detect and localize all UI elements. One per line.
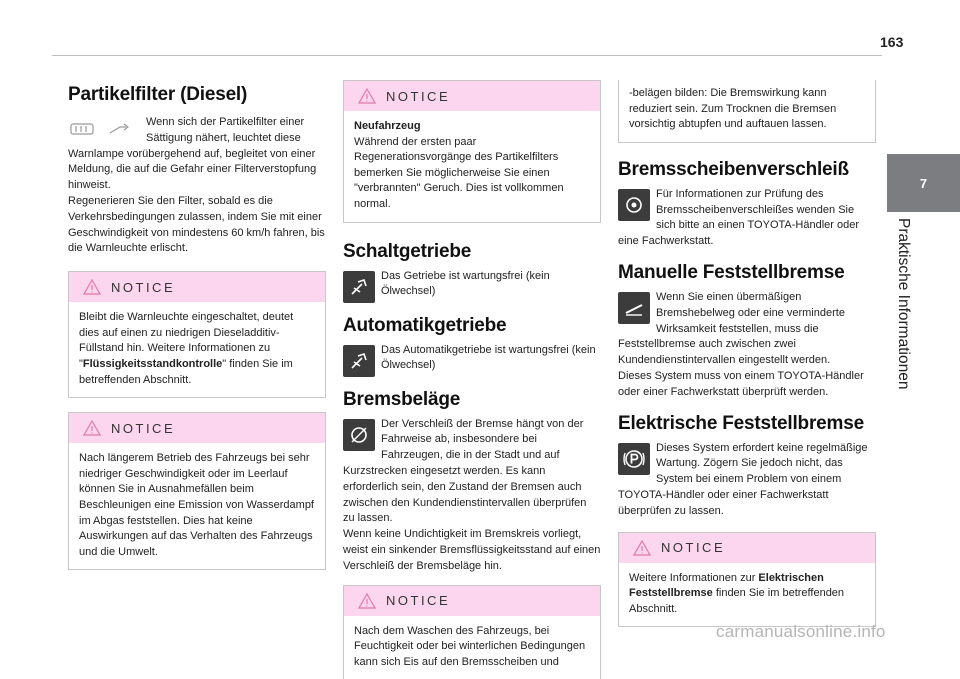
section-elektrische-feststellbremse xyxy=(618,413,876,520)
partikel-intro-line-1: Wenn sich der Partikelfilter einer xyxy=(146,116,305,128)
section-title-bremsscheiben: Bremsscheibenverschleiß xyxy=(618,158,849,180)
warning-triangle-icon xyxy=(83,279,101,295)
section-title-elektrische-feststellbremse: Elektrische Feststellbremse xyxy=(618,412,864,434)
scheiben-text: Für Informationen zur Prüfung des Bremsscheibenverschleißes wenden Sie sich bitte an einen TOYOTA-Händler oder eine Fachwerkstatt. xyxy=(618,187,859,248)
notice-label: NOTICE xyxy=(661,540,726,556)
manuell-text-2: Dieses System muss von einem TOYOTA-Händler oder einer Fachwerkstatt überprüft werden. xyxy=(618,369,864,398)
section-title-bremsbelaege: Bremsbeläge xyxy=(343,388,461,410)
column-3 xyxy=(618,80,876,627)
notice-header xyxy=(69,413,325,443)
chapter-tab[interactable]: 7 xyxy=(887,154,960,212)
warning-triangle-icon xyxy=(358,88,376,104)
notice-box-4 xyxy=(343,585,601,679)
notice-header xyxy=(69,272,325,302)
notice-3-heading: Neufahrzeug xyxy=(354,120,421,132)
notice-header xyxy=(344,81,600,111)
chapter-title-text: Praktische Informationen xyxy=(895,218,912,390)
notice-4-continued-text: -belägen bilden: Die Bremswirkung kann reduziert sein. Zum Trocknen die Bremsen vorsichtig abtupfen und auftauen lassen. xyxy=(629,87,837,131)
manuell-text: Wenn Sie einen übermäßigen Bremshebelweg oder eine verminderte Wirksamkeit feststellen, muss die Feststellbremse auch zwischen zwei Kundendienstintervallen eingestellt werden. xyxy=(618,290,845,367)
section-bremsbelaege xyxy=(343,389,601,575)
section-schaltgetriebe xyxy=(343,241,601,303)
warning-triangle-icon xyxy=(83,420,101,436)
section-title-partikelfilter: Partikelfilter (Diesel) xyxy=(68,84,248,105)
notice-2-text: Nach längerem Betrieb des Fahrzeugs bei sehr niedriger Geschwindigkeit oder im Leerlauf können Sie in Ausnahmefällen beim Beschleunigen eine Emission von Wasserdampf im Abgas feststellen. Dies hat keine Auswirkungen auf das Verhalten des Fahrzeugs und die Umwelt. xyxy=(79,452,314,558)
automatic-gearbox-icon xyxy=(343,345,375,377)
brems-text: Der Verschleiß der Bremse hängt von der Fahrweise ab, insbesondere bei Fahrzeugen, die in der Stadt und auf Kurzstrecken eingesetzt werden. Es kann erforderlich sein, den Zustand der Bremsen auch zwischen den Kundendienstintervallen überprüfen zu lassen. xyxy=(343,417,587,525)
notice-box-1 xyxy=(68,271,326,398)
notice-box-5 xyxy=(618,532,876,628)
notice-4-text: Nach dem Waschen des Fahrzeugs, bei Feuchtigkeit oder bei winterlichen Bedingungen kann sich Eis auf den Bremsscheiben und xyxy=(354,624,586,668)
section-automatikgetriebe xyxy=(343,315,601,377)
notice-box-2 xyxy=(68,412,326,570)
page-number: 163 xyxy=(880,34,904,50)
notice-box-4-continued xyxy=(618,80,876,143)
section-title-automatikgetriebe: Automatikgetriebe xyxy=(343,314,507,336)
notice-1-bold: Flüssigkeitsstandkontrolle xyxy=(82,357,223,370)
notice-1-text: Bleibt die Warnleuchte eingeschaltet, deutet dies auf einen zu niedrigen Dieseladditiv-Füllstand hin. Weitere Informationen zu "Flüssigkeitsstandkontrolle" finden Sie im betreffenden Abschnitt. xyxy=(79,311,294,386)
handbrake-lever-icon xyxy=(618,292,650,324)
brems-text-2: Wenn keine Undichtigkeit im Bremskreis vorliegt, weist ein sinkender Bremsflüssigkeitsstand auf einen Verschleiß der Bremsbeläge hin. xyxy=(343,528,601,572)
partikel-intro-line-2: Sättigung nähert, leuchtet diese xyxy=(146,131,301,144)
notice-label: NOTICE xyxy=(386,88,451,104)
notice-header xyxy=(344,586,600,616)
notice-5-bold: Elektrischen Feststellbremse xyxy=(629,571,824,600)
notice-label: NOTICE xyxy=(111,279,176,295)
section-title-schaltgetriebe: Schaltgetriebe xyxy=(343,240,472,262)
auto-text: Das Automatikgetriebe ist wartungsfrei (kein Ölwechsel) xyxy=(381,343,596,372)
brake-disc-icon xyxy=(618,189,650,221)
chapter-title xyxy=(892,218,914,390)
section-manuelle-feststellbremse xyxy=(618,262,876,401)
gearbox-icon xyxy=(343,271,375,303)
particle-filter-warning-icon xyxy=(68,121,140,137)
warning-triangle-icon xyxy=(633,540,651,556)
section-bremsscheiben xyxy=(618,159,876,250)
elektrisch-text: Dieses System erfordert keine regelmäßige Wartung. Zögern Sie jedoch nicht, das System bei einem Problem von einem TOYOTA-Händler oder einer Fachwerkstatt überprüfen zu lassen. xyxy=(618,441,868,517)
partikel-regenerate-text: Regenerieren Sie den Filter, sobald es die Verkehrsbedingungen zulassen, indem Sie mit einer Geschwindigkeit von mindestens 60 km/h fahren, bis die Warnleuchte erlischt. xyxy=(68,194,325,255)
brake-pad-icon xyxy=(343,419,375,451)
column-2 xyxy=(343,80,601,679)
section-title-manuelle-feststellbremse: Manuelle Feststellbremse xyxy=(618,261,845,283)
watermark: carmanualsonline.info xyxy=(716,622,886,641)
notice-box-3 xyxy=(343,80,601,223)
notice-5-text: Weitere Informationen zur Elektrischen Feststellbremse finden Sie im betreffenden Abschnitt. xyxy=(629,571,845,615)
notice-label: NOTICE xyxy=(386,593,451,609)
warning-triangle-icon xyxy=(358,593,376,609)
notice-3-text: Während der ersten paar Regenerationsvorgänge des Partikelfilters bemerken Sie möglicherweise Sie einen "verbrannten" Geruch. Dies ist vollkommen normal. xyxy=(354,135,564,210)
column-1 xyxy=(68,70,326,570)
notice-label: NOTICE xyxy=(111,420,176,436)
partikel-text: Warnlampe vorübergehend auf, begleitet von einer Meldung, die auf die Gefahr einer Filterverstopfung hinweist. xyxy=(68,147,317,192)
electric-parking-brake-icon xyxy=(618,443,650,475)
schalt-text: Das Getriebe ist wartungsfrei (kein Ölwechsel) xyxy=(381,269,550,298)
top-divider xyxy=(52,55,882,56)
notice-header xyxy=(619,533,875,563)
